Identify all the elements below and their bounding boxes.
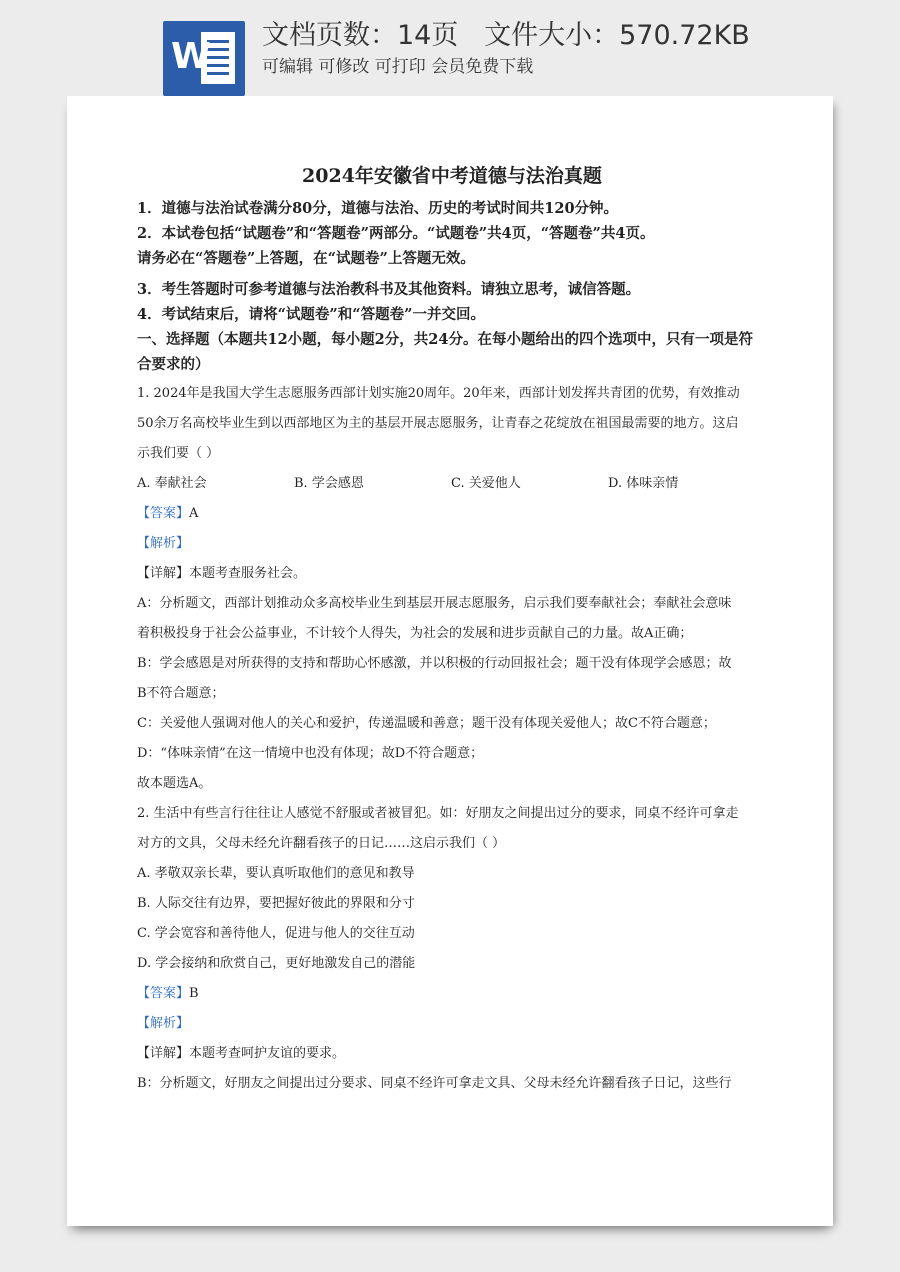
q2-answer-value: B <box>189 986 199 1001</box>
note-1: 1．道德与法治试卷满分80分，道德与法治、历史的考试时间共120分钟。 <box>137 200 619 217</box>
document-page <box>67 96 833 1226</box>
q1-stem-line: 示我们要（ ） <box>137 446 220 461</box>
download-banner <box>0 0 900 96</box>
q1-explain-line: 着积极投身于社会公益事业，不计较个人得失，为社会的发展和进步贡献自己的力量。故A正确； <box>137 626 693 641</box>
q2-stem-line: 对方的文具，父母未经允许翻看孩子的日记……这启示我们（ ） <box>137 836 506 851</box>
q1-explain-line: B：学会感恩是对所获得的支持和帮助心怀感激，并以积极的行动回报社会；题干没有体现学会感恩；故 <box>137 656 732 671</box>
answer-tag: 【答案】 <box>137 986 190 1001</box>
q1-answer <box>137 499 767 529</box>
word-letter: W <box>171 36 211 77</box>
note-4: 4．考试结束后，请将“试题卷”和“答题卷”一并交回。 <box>137 306 485 323</box>
q2-detail-text: 本题考查呵护友谊的要求。 <box>189 1046 346 1061</box>
q2-answer <box>137 979 767 1009</box>
q2-stem-line: 2. 生活中有些言行往往让人感觉不舒服或者被冒犯。如：好朋友之间提出过分的要求，同桌不经许可拿走 <box>137 806 739 821</box>
q2-detail <box>137 1039 767 1069</box>
exam-title: 2024年安徽省中考道德与法治真题 <box>302 165 602 187</box>
q1-option-b: B. 学会感恩 <box>294 476 364 491</box>
answer-tag: 【答案】 <box>137 506 190 521</box>
doc-meta-subtitle: 可编辑 可修改 可打印 会员免费下载 <box>262 57 534 77</box>
q1-option-d: D. 体味亲情 <box>608 476 679 491</box>
word-doc-icon <box>163 21 245 96</box>
q1-detail-text: 本题考查服务社会。 <box>189 566 307 581</box>
note-2-cont: 请务必在“答题卷”上答题，在“试题卷”上答题无效。 <box>137 250 475 267</box>
q2-option-d: D. 学会接纳和欣赏自己，更好地激发自己的潜能 <box>137 956 416 971</box>
q2-analysis-tag: 【解析】 <box>137 1016 190 1031</box>
note-3: 3．考生答题时可参考道德与法治教科书及其他资料。请独立思考，诚信答题。 <box>137 281 641 298</box>
q1-detail <box>137 559 767 589</box>
q1-explain-line: D：“体味亲情”在这一情境中也没有体现；故D不符合题意； <box>137 746 484 761</box>
q1-option-a: A. 奉献社会 <box>137 476 207 491</box>
q2-option-b: B. 人际交往有边界，要把握好彼此的界限和分寸 <box>137 896 415 911</box>
q2-option-c: C. 学会宽容和善待他人，促进与他人的交往互动 <box>137 926 415 941</box>
q1-analysis-tag: 【解析】 <box>137 536 190 551</box>
note-2: 2．本试卷包括“试题卷”和“答题卷”两部分。“试题卷”共4页，“答题卷”共4页。 <box>137 225 655 242</box>
q2-option-a: A. 孝敬双亲长辈，要认真听取他们的意见和教导 <box>137 866 415 881</box>
q1-explain-line: B不符合题意； <box>137 686 225 701</box>
q1-answer-value: A <box>189 506 199 521</box>
detail-tag: 【详解】 <box>137 1046 190 1061</box>
section-title: 一、选择题（本题共12小题，每小题2分，共24分。在每小题给出的四个选项中，只有一项是符合要求的） <box>137 331 753 373</box>
q1-option-c: C. 关爱他人 <box>451 476 521 491</box>
q2-explain-line: B：分析题文，好朋友之间提出过分要求、同桌不经许可拿走文具、父母未经允许翻看孩子日记，这些行 <box>137 1076 732 1091</box>
document-content <box>137 156 767 1099</box>
q1-stem-line: 1. 2024年是我国大学生志愿服务西部计划实施20周年。20年来，西部计划发挥共青团的优势，有效推动 <box>137 386 740 401</box>
q1-stem-line: 50余万名高校毕业生到以西部地区为主的基层开展志愿服务，让青春之花绽放在祖国最需要的地方。这启 <box>137 416 739 431</box>
q1-options <box>137 469 767 499</box>
detail-tag: 【详解】 <box>137 566 190 581</box>
q1-explain-line: 故本题选A。 <box>137 776 212 791</box>
q1-explain-line: C：关爱他人强调对他人的关心和爱护，传递温暖和善意；题干没有体现关爱他人；故C不符合题意； <box>137 716 716 731</box>
q1-explain-line: A：分析题文，西部计划推动众多高校毕业生到基层开展志愿服务，启示我们要奉献社会；奉献社会意味 <box>137 596 732 611</box>
doc-meta-title: 文档页数：14页 文件大小：570.72KB <box>262 20 750 51</box>
